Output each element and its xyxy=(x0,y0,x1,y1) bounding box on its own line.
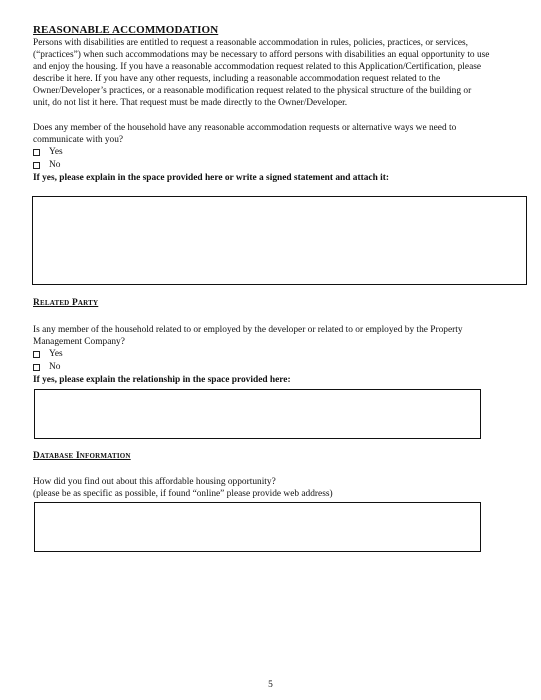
checkbox-icon[interactable] xyxy=(33,149,40,156)
related-party-heading: Related Party xyxy=(33,298,99,308)
accommodation-instruction: If yes, please explain in the space provided here or write a signed statement and attach it: xyxy=(33,173,389,183)
accommodation-paragraph-line: Owner/Developer’s practices, or a reasonable modification request related to the physical structure of the building or xyxy=(33,86,472,96)
database-response-box[interactable] xyxy=(34,502,481,552)
related-party-no-option[interactable] xyxy=(33,361,60,373)
related-party-no-label: No xyxy=(49,362,61,372)
accommodation-paragraph-line: describe it here. If you have any other requests, including a reasonable accommodation request related to the xyxy=(33,74,441,84)
related-party-response-box[interactable] xyxy=(34,389,481,439)
accommodation-yes-option[interactable] xyxy=(33,146,63,158)
related-party-yes-label: Yes xyxy=(49,349,63,359)
database-note: (please be as specific as possible, if found “online” please provide web address) xyxy=(33,489,333,499)
checkbox-icon[interactable] xyxy=(33,364,40,371)
related-party-yes-option[interactable] xyxy=(33,348,63,360)
accommodation-paragraph-line: unit, do not list it here. That request must be made directly to the Owner/Developer. xyxy=(33,98,348,108)
related-party-instruction: If yes, please explain the relationship in the space provided here: xyxy=(33,375,291,385)
accommodation-response-box[interactable] xyxy=(32,196,527,285)
accommodation-no-option[interactable] xyxy=(33,159,60,171)
related-party-question-cont: Management Company? xyxy=(33,337,125,347)
related-party-question: Is any member of the household related to or employed by the developer or related to or employed by the Property xyxy=(33,325,463,335)
accommodation-paragraph-line: Persons with disabilities are entitled to request a reasonable accommodation in rules, policies, practices, or services, xyxy=(33,38,469,48)
accommodation-question: Does any member of the household have any reasonable accommodation requests or alternative ways we need to xyxy=(33,123,457,133)
accommodation-yes-label: Yes xyxy=(49,147,63,157)
reasonable-accommodation-heading: REASONABLE ACCOMMODATION xyxy=(33,24,219,36)
database-question: How did you find out about this affordable housing opportunity? xyxy=(33,477,276,487)
accommodation-paragraph-line: (“practices”) when such accommodations may be necessary to afford persons with disabilities an equal opportunity to use xyxy=(33,50,490,60)
checkbox-icon[interactable] xyxy=(33,162,40,169)
checkbox-icon[interactable] xyxy=(33,351,40,358)
database-information-heading: Database Information xyxy=(33,451,131,461)
page-number: 5 xyxy=(268,680,273,690)
accommodation-question-cont: communicate with you? xyxy=(33,135,124,145)
accommodation-paragraph-line: and enjoy the housing. If you have a reasonable accommodation request related to this Application/Certification, please xyxy=(33,62,482,72)
accommodation-no-label: No xyxy=(49,160,61,170)
